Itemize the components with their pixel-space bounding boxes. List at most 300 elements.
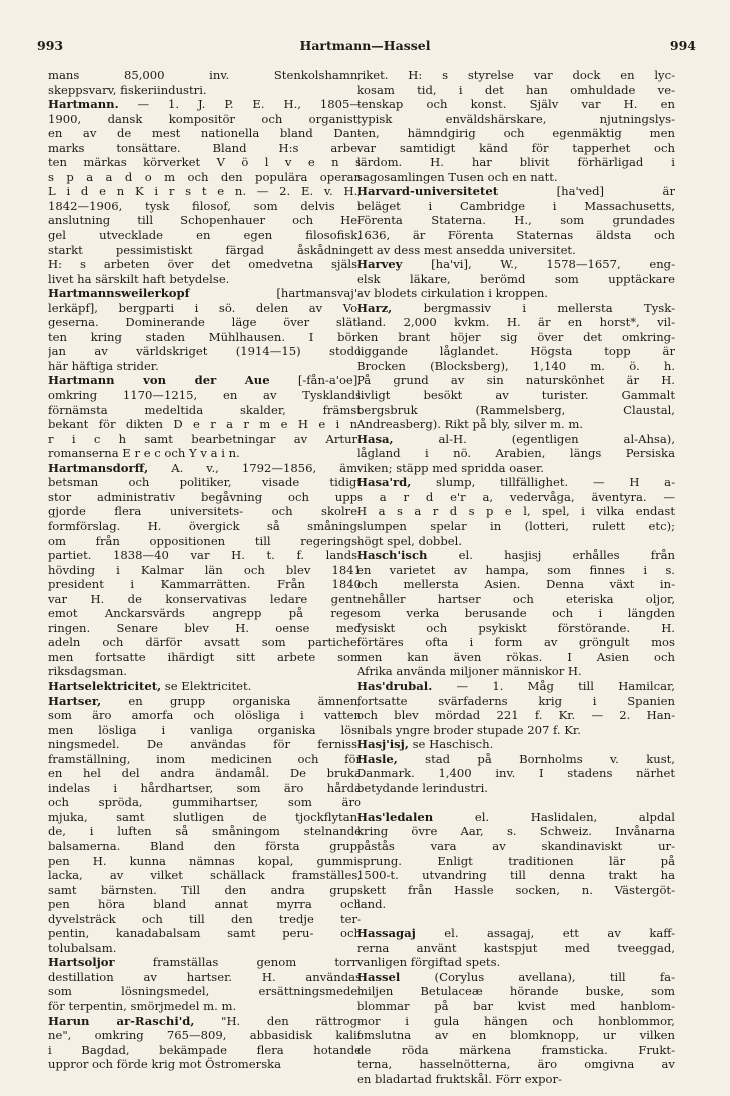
text-line — [357, 112, 675, 127]
text-segment: en varietet av hampa, som finnes i s. — [357, 562, 675, 577]
text-segment: indelas i hårdhartser, som äro hårda — [48, 780, 361, 795]
text-segment: ten kring staden Mühlhausen. I bör- — [48, 329, 361, 344]
text-line — [357, 490, 675, 505]
text-segment: "H. den rättrog- — [194, 1013, 361, 1028]
text-segment: gel utvecklade en egen filosofisk, — [48, 228, 361, 243]
text-line — [357, 417, 675, 432]
text-segment: partiet. 1838—40 var H. t. f. lands- — [48, 548, 361, 563]
text-line — [48, 1028, 361, 1043]
text-segment: förtäres ofta i form av gröngult mos — [357, 635, 675, 650]
entry-headword: Hartmann von der Aue — [48, 373, 270, 388]
text-segment: — 1. J. P. E. H., 1805— — [118, 97, 361, 112]
text-segment: pen H. kunna nämnas kopal, gummi- — [48, 853, 361, 868]
text-segment: Förenta Staterna. H., som grundades — [357, 213, 675, 228]
text-segment: gjorde flera universitets- och skolre- — [48, 504, 361, 519]
text-segment: pen höra bland annat myrra och — [48, 897, 361, 912]
text-line — [48, 301, 361, 316]
text-segment: se Elektricitet. — [161, 678, 252, 693]
text-segment: [ha'vi], W., 1578—1657, eng- — [402, 257, 675, 272]
text-line — [357, 286, 675, 301]
text-line — [357, 548, 675, 563]
text-line — [48, 592, 361, 607]
text-line — [48, 519, 361, 534]
text-segment: beläget i Cambridge i Massachusetts, — [357, 198, 675, 213]
text-segment: s a r d e'r a, vedervåga, äventyra. — — [357, 489, 675, 504]
text-line — [48, 650, 361, 665]
text-segment: fysiskt och psykiskt förstörande. H. — [357, 620, 675, 635]
text-line — [357, 621, 675, 636]
text-line — [48, 243, 361, 258]
entry-headword: Hassagaj — [357, 926, 416, 941]
text-line — [357, 824, 675, 839]
text-line — [48, 766, 361, 781]
text-line — [48, 941, 361, 956]
text-line — [357, 1014, 675, 1029]
text-segment: [-fån-a'oe], — [269, 373, 361, 388]
text-segment: ten märkas körverket V ö l v e n s — [48, 155, 361, 170]
entry-headword: Hartmannsweilerkopf — [48, 286, 190, 301]
text-line — [48, 359, 361, 374]
text-line — [357, 984, 675, 999]
entry-headword: Hassel — [357, 969, 401, 984]
text-line — [48, 984, 361, 999]
text-line — [357, 184, 675, 199]
text-line — [357, 446, 675, 461]
text-line — [48, 432, 361, 447]
text-segment: omslutna av en blomknopp, ur vilken — [357, 1028, 675, 1043]
text-line — [48, 504, 361, 519]
text-segment: här häftiga strider. — [48, 358, 159, 373]
text-line — [357, 926, 675, 941]
text-segment: president i Kammarrätten. Från 1840 — [48, 577, 361, 592]
text-segment: lacka, av vilket schällack framställes, — [48, 868, 361, 883]
entry-headword: Hartser, — [48, 693, 102, 708]
text-segment: miljen Betulaceæ hörande buske, som — [357, 984, 675, 999]
text-line — [48, 897, 361, 912]
text-line — [48, 68, 361, 83]
text-line — [48, 257, 361, 272]
entry-headword: Hasch'isch — [357, 548, 428, 563]
text-line — [48, 315, 361, 330]
text-line — [357, 737, 675, 752]
text-segment: livligt besökt av turister. Gammalt — [357, 388, 675, 403]
right-text-column — [357, 68, 675, 1086]
text-line — [357, 432, 675, 447]
text-line — [48, 417, 361, 432]
text-segment: H a s a r d s p e l, spel, i vilka endast — [357, 504, 675, 519]
entry-headword: Has'drubal. — [357, 678, 433, 693]
text-segment: nehåller hartser och eteriska oljor, — [357, 591, 675, 606]
text-line — [48, 606, 361, 621]
text-line — [357, 403, 675, 418]
entry-headword: Hasa'rd, — [357, 475, 412, 490]
entry-headword: Hasle, — [357, 751, 398, 766]
text-line — [357, 272, 675, 287]
text-segment: som lösningsmedel, ersättningsmedel — [48, 984, 361, 999]
text-line — [357, 344, 675, 359]
text-segment: för terpentin, smörjmedel m. m. — [48, 999, 237, 1013]
text-line — [48, 170, 361, 185]
text-segment: starkt pessimistiskt färgad åskådning. — [48, 242, 361, 257]
text-segment: el. assagaj, ett av kaff- — [415, 926, 675, 941]
text-segment: framställas genom torr- — [114, 955, 361, 970]
text-line — [48, 534, 361, 549]
text-line — [357, 1043, 675, 1058]
text-line — [48, 635, 361, 650]
text-segment: omkring 1170—1215, en av Tysklands — [48, 388, 361, 403]
text-segment: 1900, dansk kompositör och organist, — [48, 111, 361, 126]
text-segment: Afrika använda miljoner människor H. — [357, 664, 582, 679]
text-segment: anslutning till Schopenhauer och He- — [48, 213, 361, 228]
entry-headword: Harvard-universitetet — [357, 184, 499, 199]
text-segment: L i d e n K i r s t e n. — 2. E. v. H., — [48, 184, 361, 199]
text-segment: ett av dess mest ansedda universitet. — [357, 242, 576, 257]
text-line — [357, 315, 675, 330]
text-segment: jan av världskriget (1914—15) stodo — [48, 344, 361, 359]
text-segment: typisk enväldshärskare, njutningslys- — [357, 111, 675, 126]
text-line — [357, 694, 675, 709]
text-segment: mjuka, samt slutligen de tjockflytan- — [48, 809, 361, 824]
text-line — [357, 563, 675, 578]
text-line — [48, 868, 361, 883]
text-line — [48, 694, 361, 709]
text-segment: fortsatte svärfaderns krig i Spanien — [357, 693, 675, 708]
text-line — [357, 883, 675, 898]
text-line — [357, 999, 675, 1014]
text-line — [48, 577, 361, 592]
text-segment: om från oppositionen till regerings- — [48, 533, 361, 548]
text-segment: i Bagdad, bekämpade flera hotande — [48, 1042, 361, 1057]
text-line — [48, 708, 361, 723]
text-line — [48, 461, 361, 476]
text-line — [48, 475, 361, 490]
text-line — [357, 388, 675, 403]
text-line — [357, 592, 675, 607]
text-segment: de, i luften så småningom stelnande — [48, 824, 361, 839]
text-line — [357, 868, 675, 883]
entry-headword: Hartmann. — [48, 97, 119, 112]
text-segment: 1636, är Förenta Staternas äldsta och — [357, 228, 675, 243]
text-line — [357, 912, 675, 927]
entry-headword: Harz, — [357, 300, 393, 315]
text-line — [48, 330, 361, 345]
text-segment: livet ha särskilt haft betydelse. — [48, 271, 230, 286]
text-line — [48, 752, 361, 767]
text-segment: r i c h samt bearbetningar av Artur- — [48, 431, 361, 446]
text-segment: tolubalsam. — [48, 940, 117, 955]
text-line — [48, 388, 361, 403]
text-segment: och blev mördad 221 f. Kr. — 2. Han- — [357, 708, 675, 723]
text-segment: (Corylus avellana), till fa- — [400, 969, 675, 984]
text-line — [48, 563, 361, 578]
text-line — [357, 781, 675, 796]
text-line — [48, 970, 361, 985]
text-line — [357, 752, 675, 767]
text-line — [48, 1043, 361, 1058]
text-line — [48, 344, 361, 359]
text-segment: sprung. Enligt traditionen lär på — [357, 853, 675, 868]
text-segment: stor administrativ begåvning och upp- — [48, 489, 361, 504]
entry-headword: Hartselektricitet, — [48, 678, 162, 693]
text-line — [48, 548, 361, 563]
text-segment: 1842—1906, tysk filosof, som delvis i — [48, 198, 361, 213]
text-segment: betsman och politiker, visade tidigt — [48, 475, 361, 490]
text-segment: el. hasjisj erhålles från — [427, 548, 675, 563]
text-line — [357, 243, 675, 258]
text-line — [357, 155, 675, 170]
text-line — [357, 301, 675, 316]
text-line — [357, 534, 675, 549]
text-line — [48, 373, 361, 388]
text-segment: nibals yngre broder stupade 207 f. Kr. — [357, 722, 581, 737]
text-line — [357, 1028, 675, 1043]
text-line — [357, 199, 675, 214]
text-segment: På grund av sin naturskönhet är H. — [357, 373, 675, 388]
text-segment: de röda märkena framsticka. Frukt- — [357, 1042, 675, 1057]
text-line — [357, 664, 675, 679]
text-line — [48, 737, 361, 752]
text-segment: skeppsvarv, fiskeriindustri. — [48, 82, 207, 97]
running-header — [0, 38, 730, 56]
text-segment: men lösliga i vanliga organiska lös- — [48, 722, 361, 737]
text-segment: som äro amorfa och olösliga i vatten — [48, 708, 361, 723]
text-line — [357, 606, 675, 621]
text-line — [48, 112, 361, 127]
page-number-left: 993 — [37, 38, 64, 53]
text-line — [357, 766, 675, 781]
text-segment: land. 2,000 kvkm. H. är en horst*, vil- — [357, 315, 675, 330]
text-segment: en hel del andra ändamål. De bruka — [48, 766, 361, 781]
text-line — [48, 228, 361, 243]
text-line — [357, 955, 675, 970]
text-segment: 1500-t. utvandring till denna trakt ha — [357, 868, 675, 883]
text-segment: marks tonsättare. Bland H:s arbe- — [48, 140, 361, 155]
text-line — [48, 1014, 361, 1029]
text-segment: hövding i Kalmar län och blev 1841 — [48, 562, 361, 577]
text-segment: lågland i nö. Arabien, längs Persiska — [357, 446, 675, 461]
text-segment: samt bärnsten. Till den andra grup- — [48, 882, 361, 897]
text-segment: bergmassiv i mellersta Tysk- — [392, 300, 675, 315]
text-line — [357, 635, 675, 650]
text-segment: al-H. (egentligen al-Ahsa), — [393, 431, 675, 446]
text-segment: Danmark. 1,400 inv. I stadens närhet — [357, 766, 675, 781]
text-line — [357, 679, 675, 694]
text-line — [357, 810, 675, 825]
text-segment: blommar på bar kvist med hanblom- — [357, 999, 675, 1013]
text-line — [357, 1072, 675, 1087]
text-line — [48, 213, 361, 228]
text-segment: ken brant höjer sig över det omkring- — [357, 329, 675, 344]
text-segment: sagosamlingen Tusen och en natt. — [357, 169, 558, 184]
text-line — [357, 373, 675, 388]
text-line — [48, 199, 361, 214]
text-segment: se Haschisch. — [408, 737, 494, 752]
text-segment: elsk läkare, berömd som upptäckare — [357, 271, 675, 286]
text-line — [357, 330, 675, 345]
text-segment: dyvelsträck och till den tredje ter- — [48, 911, 361, 926]
text-segment: mans 85,000 inv. Stenkolshamn, — [48, 68, 361, 82]
text-segment: terna, hasselnötterna, äro omgivna av — [357, 1057, 675, 1072]
text-segment: och mellersta Asien. Denna växt in- — [357, 577, 675, 592]
text-segment: framställning, inom medicinen och för — [48, 751, 361, 766]
text-segment: [ha'ved] är — [498, 184, 675, 199]
text-segment: ningsmedel. De användas för ferniss- — [48, 737, 361, 752]
text-segment: en bladartad fruktskål. Förr expor- — [357, 1071, 562, 1086]
text-segment: romanserna E r e c och Y v a i n. — [48, 446, 240, 461]
text-segment: — 1. Måg till Hamilcar, — [432, 678, 675, 693]
entry-headword: Harvey — [357, 257, 403, 272]
text-line — [357, 941, 675, 956]
text-segment: uppror och förde krig mot Östromerska — [48, 1057, 282, 1072]
text-segment: högt spel, dobbel. — [357, 533, 463, 548]
entry-headword: Harun ar-Raschi'd, — [48, 1013, 195, 1028]
text-segment: A. v., 1792—1856, äm- — [148, 460, 361, 475]
text-line — [48, 490, 361, 505]
text-segment: ne", omkring 765—809, abbasidisk kalif — [48, 1028, 361, 1043]
text-segment: ringen. Senare blev H. oense med — [48, 620, 361, 635]
text-line — [48, 955, 361, 970]
text-segment: vanligen förgiftad spets. — [357, 955, 501, 970]
text-segment: men kan även rökas. I Asien och — [357, 649, 675, 664]
text-segment: viken; stäpp med spridda oaser. — [357, 460, 544, 475]
text-line — [357, 650, 675, 665]
text-segment: liggande låglandet. Högsta topp är — [357, 344, 675, 359]
text-segment: [hartmansvaj'- — [189, 286, 361, 301]
entry-headword: Hasa, — [357, 431, 394, 446]
text-line — [48, 1057, 361, 1072]
text-segment: Brocken (Blocksberg), 1,140 m. ö. h. — [357, 358, 675, 373]
text-line — [48, 999, 361, 1014]
text-segment: en grupp organiska ämnen, — [101, 693, 361, 708]
text-segment: riket. H: s styrelse var dock en lyc- — [357, 68, 675, 82]
text-line — [48, 184, 361, 199]
entry-headword: Hasj'isj, — [357, 737, 409, 752]
text-line — [48, 824, 361, 839]
text-segment: riksdagsman. — [48, 664, 127, 679]
text-line — [357, 126, 675, 141]
text-segment: lerkäpf], bergparti i sö. delen av Vo- — [48, 300, 361, 315]
text-line — [357, 519, 675, 534]
text-segment: stad på Bornholms v. kust, — [397, 751, 675, 766]
text-line — [48, 621, 361, 636]
text-line — [357, 897, 675, 912]
text-segment: formförslag. H. övergick så småning- — [48, 518, 361, 533]
text-line — [48, 839, 361, 854]
text-line — [48, 403, 361, 418]
text-segment: förnämsta medeltida skalder, främst — [48, 402, 361, 417]
text-line — [357, 854, 675, 869]
text-line — [357, 795, 675, 810]
text-segment: adeln och därför avsatt som partichef — [48, 635, 361, 650]
text-segment: destillation av hartser. H. användas — [48, 969, 361, 984]
text-line — [48, 883, 361, 898]
text-line — [48, 723, 361, 738]
text-line — [357, 708, 675, 723]
text-line — [357, 723, 675, 738]
text-line — [48, 286, 361, 301]
text-segment: en av de mest nationella bland Dan- — [48, 126, 361, 141]
text-line — [357, 68, 675, 83]
text-segment: betydande lerindustri. — [357, 780, 488, 795]
text-segment: emot Anckarsvärds angrepp på rege- — [48, 606, 361, 621]
text-line — [357, 970, 675, 985]
text-line — [357, 504, 675, 519]
text-line — [48, 141, 361, 156]
text-segment: tenskap och konst. Själv var H. en — [357, 97, 675, 112]
text-line — [48, 854, 361, 869]
text-line — [357, 170, 675, 185]
text-line — [48, 155, 361, 170]
text-line — [48, 126, 361, 141]
text-line — [48, 664, 361, 679]
text-segment: och spröda, gummihartser, som äro — [48, 795, 361, 810]
text-segment: s p a a d o m och den populära operan — [48, 169, 361, 184]
text-segment: kosam tid, i det han omhuldade ve- — [357, 82, 675, 97]
text-line — [48, 810, 361, 825]
text-segment: Andreasberg). Rikt på bly, silver m. m. — [357, 417, 584, 432]
text-line — [48, 679, 361, 694]
text-segment: slumpen spelar in (lotteri, rulett etc); — [357, 518, 675, 533]
text-line — [48, 446, 361, 461]
left-text-column — [48, 68, 361, 1072]
text-segment: ten, hämndgirig och egenmäktig men — [357, 126, 675, 141]
text-segment: som verka berusande och i längden — [357, 606, 675, 621]
text-line — [357, 213, 675, 228]
text-line — [48, 781, 361, 796]
text-line — [48, 795, 361, 810]
entry-headword: Hartsoljor — [48, 955, 115, 970]
text-segment: men fortsatte ihärdigt sitt arbete som — [48, 649, 361, 664]
text-segment: var H. de konservativas ledare gent- — [48, 591, 361, 606]
entry-headword: Hartmansdorff, — [48, 460, 149, 475]
text-line — [357, 461, 675, 476]
running-title: Hartmann—Hassel — [299, 38, 431, 53]
text-line — [357, 475, 675, 490]
text-line — [357, 228, 675, 243]
text-segment: slump, tillfällighet. — H a- — [411, 475, 675, 490]
text-segment: el. Haslidalen, alpdal — [433, 809, 675, 824]
entry-headword: Has'ledalen — [357, 809, 434, 824]
text-line — [48, 272, 361, 287]
text-line — [357, 141, 675, 156]
text-segment: H: s arbeten över det omedvetna själs- — [48, 257, 361, 272]
text-segment: av blodets cirkulation i kroppen. — [357, 286, 548, 301]
text-segment: lärdom. H. har blivit förhärligad i — [357, 155, 675, 170]
text-line — [357, 359, 675, 374]
text-line — [48, 912, 361, 927]
text-segment: pentin, kanadabalsam samt peru- och — [48, 926, 361, 941]
text-segment: land. — [357, 897, 387, 912]
text-line — [357, 257, 675, 272]
text-line — [357, 839, 675, 854]
text-segment: rerna använt kastspjut med tveeggad, — [357, 940, 675, 955]
text-line — [357, 1057, 675, 1072]
page-number-right: 994 — [669, 38, 696, 53]
text-line — [357, 83, 675, 98]
text-segment: kring övre Aar, s. Schweiz. Invånarna — [357, 824, 675, 839]
text-segment: skett från Hassle socken, n. Västergöt- — [357, 882, 675, 897]
text-line — [48, 83, 361, 98]
text-line — [48, 97, 361, 112]
text-segment: bergsbruk (Rammelsberg, Claustal, — [357, 402, 675, 417]
text-segment: bekant för dikten D e r a r m e H e i n- — [48, 417, 361, 432]
text-segment: balsamerna. Bland den första grup- — [48, 838, 361, 853]
text-segment: geserna. Dominerande läge över slät- — [48, 315, 361, 330]
text-segment: var samtidigt känd för tapperhet och — [357, 140, 675, 155]
text-segment: påstås vara av skandinaviskt ur- — [357, 838, 675, 853]
text-segment: mor i gula hängen och honblommor, — [357, 1013, 675, 1028]
text-line — [357, 97, 675, 112]
